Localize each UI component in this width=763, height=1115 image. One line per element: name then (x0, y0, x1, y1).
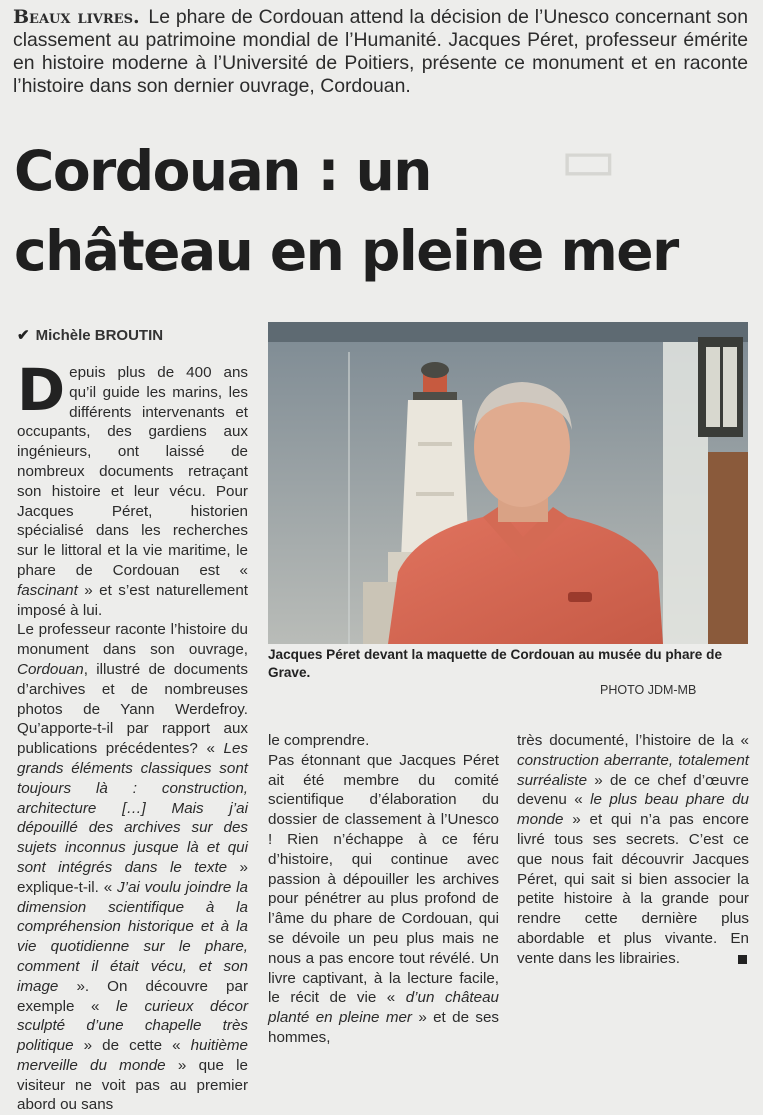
body-column-1 (17, 356, 249, 1115)
text-run: » et qui n’a pas encore livré tous ses secrets. C’est ce que nous fait découvrir Jacques Péret, qui sait si bien associer la petite histoire à la grande pour rendre cette dernière plus abordable et plus vivante. En vente dans les librairies. (517, 811, 749, 967)
text-run: très documenté, l’histoire de la « (517, 732, 749, 749)
text-run: le comprendre. (268, 732, 370, 749)
text-run: » que le visiteur ne voit pas au premier abord ou sans (17, 1056, 248, 1114)
quote-run: Les grands éléments classiques sont toujours là : construction, architecture […] Mais j’ai dépouillé des archives sur des sujets inconnus jusque là et qui sont intégrés dans le texte (17, 740, 248, 876)
headline-line-2: château en pleine mer (14, 219, 678, 283)
quote-run: le plus beau phare du monde (517, 791, 749, 829)
kicker: Beaux livres. (13, 6, 140, 28)
bleed-through-text: ▭ (560, 125, 617, 195)
quote-run: le curieux décor sculpté d’une chapelle très politique (17, 997, 248, 1055)
check-icon: ✔ (17, 327, 30, 344)
quote-run: construction aberrante, totalement surréaliste (517, 751, 749, 789)
text-run: ». On découvre par exemple « (17, 977, 248, 1015)
text-run: epuis plus de 400 ans qu’il guide les marins, les différents intervenants et occupants, des gardiens aux ingénieurs, ont laissé de nombreux documents retraçant son histoire et leur vécu. Pour Jacques Péret, historien spécialisé dans les recherches sur le littoral et la vie maritime, le phare de Cordouan est « (17, 364, 248, 579)
body-column-3 (517, 731, 749, 969)
byline (17, 326, 163, 344)
lead-text: Le phare de Cordouan attend la décision de l’Unesco concernant son classement au patrimoine mondial de l’Humanité. Jacques Péret, professeur émérite en histoire moderne à l’Université de Poitiers, présente ce monument et en raconte l’histoire dans son dernier ouvrage, Cordouan. (13, 6, 748, 97)
end-of-article-mark (738, 955, 747, 964)
article-photo (268, 322, 748, 644)
photo-illustration (268, 322, 748, 644)
photo-credit: PHOTO JDM-MB (600, 683, 697, 697)
lead-paragraph (13, 6, 748, 98)
text-run: » explique-t-il. « (17, 858, 248, 896)
text-run: , illustré de documents d’archives et de nombreuses photos de Yann Werdefroy. Qu’apporte-t-il par rapport aux publications précédentes? « (17, 660, 248, 758)
quote-run: fascinant (17, 581, 78, 599)
text-run: » de ce chef d’œuvre devenu « (517, 771, 749, 809)
quote-run: J’ai voulu joindre la dimension scientifique à la compréhension historique et à la vie quotidienne sur le phare, comment il était vécu, et son image (17, 878, 249, 995)
headline (14, 131, 754, 291)
text-run: » et s’est naturellement imposé à lui. (17, 581, 248, 619)
author-name: Michèle BROUTIN (35, 327, 164, 344)
paragraph-4 (268, 751, 499, 1048)
photo-caption: Jacques Péret devant la maquette de Cordouan au musée du phare de Grave. (268, 647, 723, 680)
text-run: Pas étonnant que Jacques Péret ait été membre du comité scientifique d’élaboration du dossier de classement à l’Unesco ! Rien n’échappe à ce féru d’histoire, qui continue avec passion à dépouiller les archives pour pénétrer au plus profond de l’âme du phare de Cordouan, qui se dévoile un peu plus mais ne nous a pas encore tout révélé. Un livre captivant, à la lecture facile, le récit de vie « (268, 751, 499, 1007)
text-run: » et de ses hommes, (268, 1009, 499, 1046)
quote-run: d’un château planté en pleine mer (268, 989, 499, 1027)
body-column-2 (268, 731, 499, 1048)
paragraph-5 (517, 731, 749, 969)
text-run: » de cette « (73, 1037, 191, 1055)
book-title: Cordouan (17, 660, 84, 678)
text-run: Le professeur raconte l’histoire du monument dans son ouvrage, (17, 621, 248, 659)
quote-run: huitième merveille du monde (17, 1037, 248, 1074)
headline-line-1: Cordouan : un (14, 139, 431, 203)
paragraph-2 (17, 620, 248, 1115)
paragraph-1 (17, 356, 248, 620)
drop-cap: D (17, 356, 66, 424)
paragraph-3 (268, 731, 499, 751)
